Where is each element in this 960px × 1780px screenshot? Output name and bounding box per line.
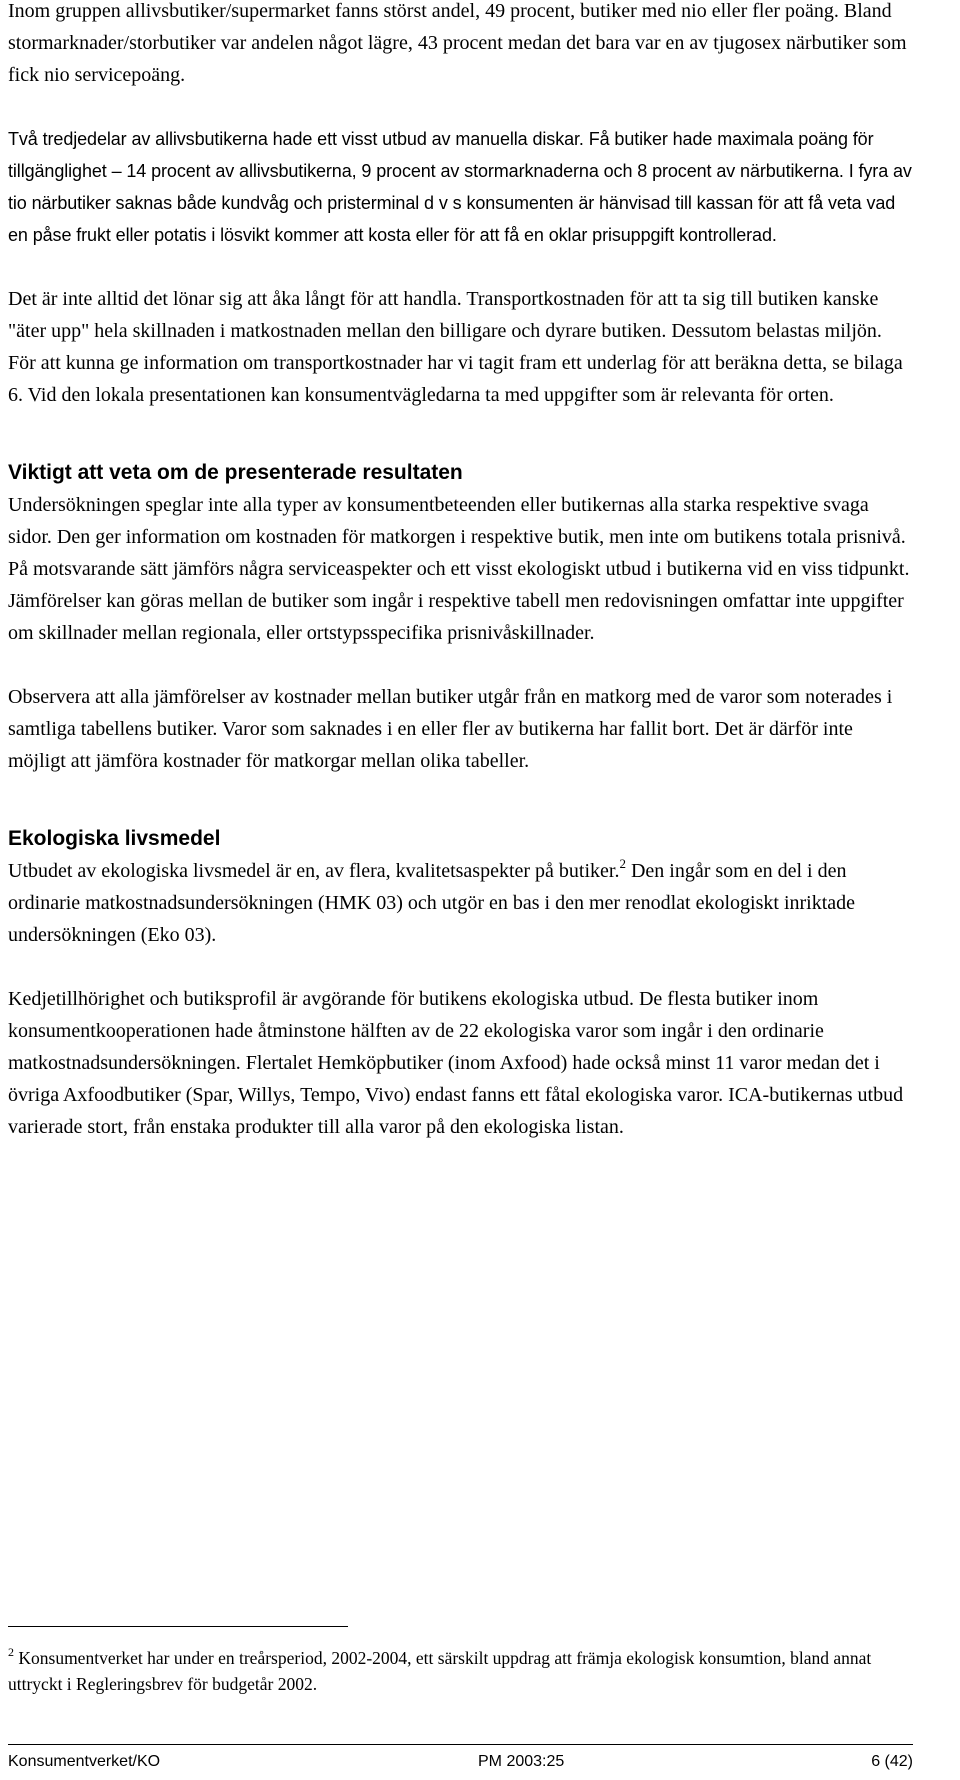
- paragraph-comparison-note: Observera att alla jämförelser av kostnader mellan butiker utgår från en matkorg med de varor som noterades i samtliga tabellens butiker. Varor som saknades i en eller fler av butikerna har fallit bort. Det är därför inte möjligt att jämföra kostnader för matkorgar mellan olika tabeller.: [8, 686, 893, 772]
- page-footer: [8, 1749, 913, 1775]
- document-page: [8, 0, 913, 1143]
- footer-document-id: PM 2003:25: [478, 1753, 565, 1770]
- section-heading-results: Viktigt att veta om de presenterade resultaten: [8, 461, 463, 484]
- organic-supply-text-end: Den ingår som en del i den ordinarie matkostnadsundersökningen (HMK 03) och utgör en bas i den mer renodlat ekologiskt inriktade undersökningen (Eko 03).: [8, 860, 856, 946]
- paragraph-service-points: Inom gruppen allivsbutiker/supermarket fanns störst andel, 49 procent, butiker med nio eller fler poäng. Bland stormarknader/storbutiker var andelen något lägre, 43 procent medan det bara var en av tjugosex närbutiker som fick nio servicepoäng.: [8, 0, 907, 86]
- footnote: [8, 1645, 913, 1697]
- footer-separator: [8, 1744, 913, 1745]
- paragraph-manual-counters: Två tredjedelar av allivsbutikerna hade ett visst utbud av manuella diskar. Få butiker hade maximala poäng för tillgänglighet – 14 procent av allivsbutikerna, 9 procent av stormarknaderna och 8 procent av närbutikerna. I fyra av tio närbutiker saknas både kundvåg och pristerminal d v s konsumenten är hänvisad till kassan för att få veta vad en påse frukt eller potatis i lösvikt kommer att kosta eller för att få en oklar prisuppgift kontrollerad.: [8, 129, 912, 245]
- paragraph-survey-scope: Undersökningen speglar inte alla typer av konsumentbeteenden eller butikernas alla starka respektive svaga sidor. Den ger information om kostnaden för matkorgen i respektive butik, men inte om butikens totala prisnivå. På motsvarande sätt jämförs några serviceaspekter och ett visst ekologiskt utbud i butikerna vid en viss tidpunkt. Jämförelser kan göras mellan de butiker som ingår i respektive tabell men redovisningen omfattar inte uppgifter om skillnader mellan regionala, eller ortstypsspecifika prisnivåskillnader.: [8, 494, 910, 644]
- footnote-number: 2: [8, 1645, 14, 1660]
- paragraph-chain-profile: Kedjetillhörighet och butiksprofil är avgörande för butikens ekologiska utbud. De flesta butiker inom konsumentkooperationen hade åtminstone hälften av de 22 ekologiska varor som ingår i den ordinarie matkostnadsundersökningen. Flertalet Hemköpbutiker (inom Axfood) hade också minst 11 varor medan det i övriga Axfoodbutiker (Spar, Willys, Tempo, Vivo) endast fanns ett fåtal ekologiska varor. ICA-butikernas utbud varierade stort, från enstaka produkter till alla varor på den ekologiska listan.: [8, 988, 904, 1138]
- section-heading-organic: Ekologiska livsmedel: [8, 827, 221, 850]
- footnote-text: Konsumentverket har under en treårsperiod, 2002-2004, ett särskilt uppdrag att främja ekologisk konsumtion, bland annat uttryckt i Regleringsbrev för budgetår 2002.: [8, 1648, 872, 1694]
- organic-supply-text-start: Utbudet av ekologiska livsmedel är en, av flera, kvalitetsaspekter på butiker.: [8, 860, 620, 882]
- footnote-reference: 2: [619, 856, 626, 872]
- paragraph-transport-cost: Det är inte alltid det lönar sig att åka långt för att handla. Transportkostnaden för att ta sig till butiken kanske "äter upp" hela skillnaden i matkostnaden mellan den billigare och dyrare butiken. Dessutom belastas miljön. För att kunna ge information om transportkostnader har vi tagit fram ett underlag för att beräkna detta, se bilaga 6. Vid den lokala presentationen kan konsumentvägledarna ta med uppgifter som är relevanta för orten.: [8, 288, 903, 406]
- footer-page-number: 6 (42): [871, 1753, 913, 1770]
- footer-publisher: Konsumentverket/KO: [8, 1753, 161, 1770]
- paragraph-organic-supply: [8, 855, 913, 951]
- footnote-separator: [8, 1626, 348, 1627]
